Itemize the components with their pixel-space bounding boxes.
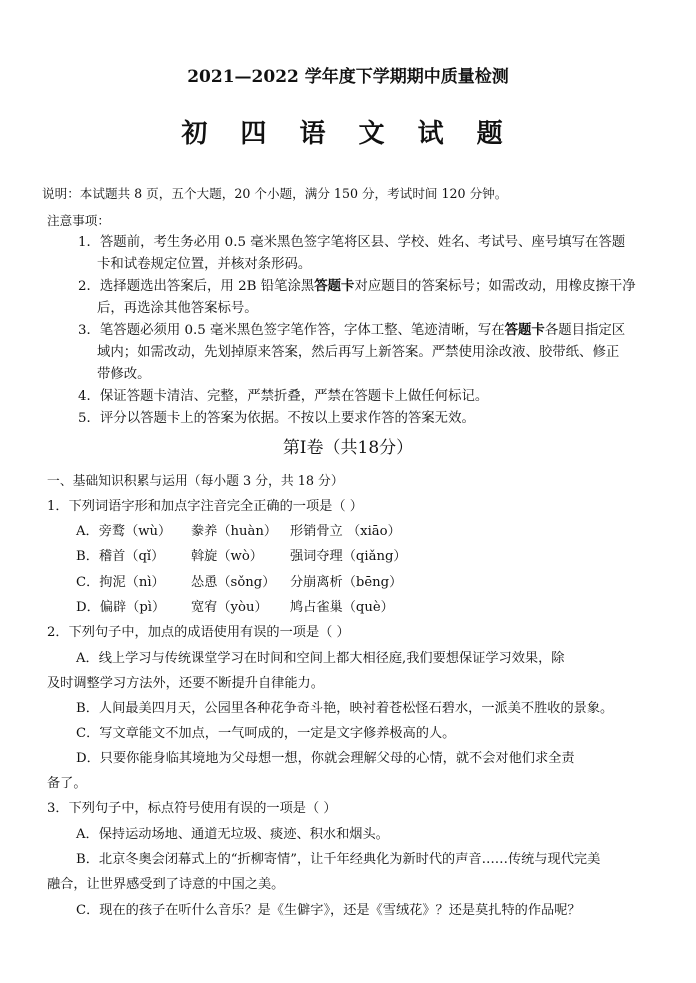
q3-option-a: A．保持运动场地、通道无垃圾、痰迹、积水和烟头。	[76, 827, 389, 842]
notice-item-2-line2: 后，再选涂其他答案标号。	[97, 301, 258, 316]
q3-option-b-line2: 融合，让世界感受到了诗意的中国之美。	[47, 877, 285, 892]
notice-emphasis: 答题卡	[314, 278, 355, 294]
q1-option-a-2: 豢养（huàn）	[191, 524, 278, 539]
notice-item-1-line2: 卡和试卷规定位置，并核对条形码。	[97, 257, 312, 272]
q1-option-a-3: 形销骨立 （xiāo）	[290, 524, 401, 539]
q3-option-c: C．现在的孩子在听什么音乐？是《生僻字》，还是《雪绒花》？还是莫扎特的作品呢？	[76, 903, 581, 918]
notice-item-2-line1	[78, 275, 636, 294]
q1-option-a-1: A．旁鹜（wù）	[76, 524, 172, 539]
notice-emphasis: 答题卡	[504, 322, 545, 338]
exam-subject-title: 初 四 语 文 试 题	[181, 119, 515, 149]
q2-option-a-line2: 及时调整学习方法外，还要不断提升自律能力。	[47, 676, 324, 691]
q1-option-d-3: 鸠占雀巢（què）	[290, 600, 394, 615]
q2-option-a-line1: A．线上学习与传统课堂学习在时间和空间上都大相径庭,我们要想保证学习效果，除	[76, 651, 565, 666]
q1-option-c-2: 怂恿（sǒng）	[191, 575, 276, 590]
notice-text: 2．选择题选出答案后，用 2B 铅笔涂黑	[78, 279, 315, 294]
part1-title: 第Ⅰ卷（共18分）	[282, 438, 414, 458]
q2-option-c: C．写文章能文不加点，一气呵成的，一定是文字修养极高的人。	[76, 726, 456, 741]
exam-title: 2021—2022 学年度下学期期中质量检测	[187, 67, 509, 87]
q1-option-b-3: 强词夺理（qiǎng）	[290, 549, 407, 564]
notice-item-3-line1	[78, 319, 625, 338]
q2-option-b: B．人间最美四月天，公园里各种花争奇斗艳，映衬着苍松怪石碧水，一派美不胜收的景象。	[76, 701, 614, 716]
notice-text: 各题目指定区	[544, 323, 626, 338]
q1-option-c-3: 分崩离析（bēng）	[290, 575, 403, 590]
notice-item-4: 4．保证答题卡清洁、完整，严禁折叠，严禁在答题卡上做任何标记。	[78, 389, 489, 404]
q2-option-d-line1: D．只要你能身临其境地为父母想一想，你就会理解父母的心情，就不会对他们求全责	[76, 751, 575, 766]
q2-option-d-line2: 备了。	[47, 776, 87, 791]
q1-option-c-1: C．拘泥（nì）	[76, 575, 165, 590]
q1-option-b-2: 斡旋（wò）	[191, 549, 263, 564]
exam-description: 说明：本试题共 8 页，五个大题，20 个小题，满分 150 分，考试时间 120 分钟。	[42, 186, 508, 201]
notice-item-1-line1: 1．答题前，考生务必用 0.5 毫米黑色签字笔将区县、学校、姓名、考试号、座号填写在答题	[78, 235, 626, 250]
notice-text: 对应题目的答案标号；如需改动，用橡皮擦干净	[354, 279, 636, 294]
q1-option-b-1: B．稽首（qǐ）	[76, 549, 165, 564]
notice-item-3-line2: 域内；如需改动，先划掉原来答案，然后再写上新答案。严禁使用涂改液、胶带纸、修正	[97, 345, 620, 360]
q2-stem: 2．下列句子中，加点的成语使用有误的一项是（ ）	[47, 625, 350, 640]
notice-text: 3．笔答题必须用 0.5 毫米黑色签字笔作答，字体工整、笔迹清晰，写在	[78, 323, 505, 338]
notice-item-3-line3: 带修改。	[97, 367, 151, 382]
q3-stem: 3．下列句子中，标点符号使用有误的一项是（ ）	[47, 801, 337, 816]
q1-option-d-2: 宽宥（yòu）	[191, 600, 268, 615]
q3-option-b-line1: B．北京冬奥会闭幕式上的“折柳寄情”，让千年经典化为新时代的声音……传统与现代完美	[76, 852, 601, 867]
notice-item-5: 5．评分以答题卡上的答案为依据。不按以上要求作答的答案无效。	[78, 411, 475, 426]
q1-option-d-1: D．偏辟（pì）	[76, 600, 166, 615]
section1-title: 一、基础知识积累与运用（每小题 3 分，共 18 分）	[47, 474, 344, 489]
notice-heading: 注意事项：	[47, 213, 110, 228]
q1-stem: 1．下列词语字形和加点字注音完全正确的一项是（ ）	[47, 499, 363, 514]
